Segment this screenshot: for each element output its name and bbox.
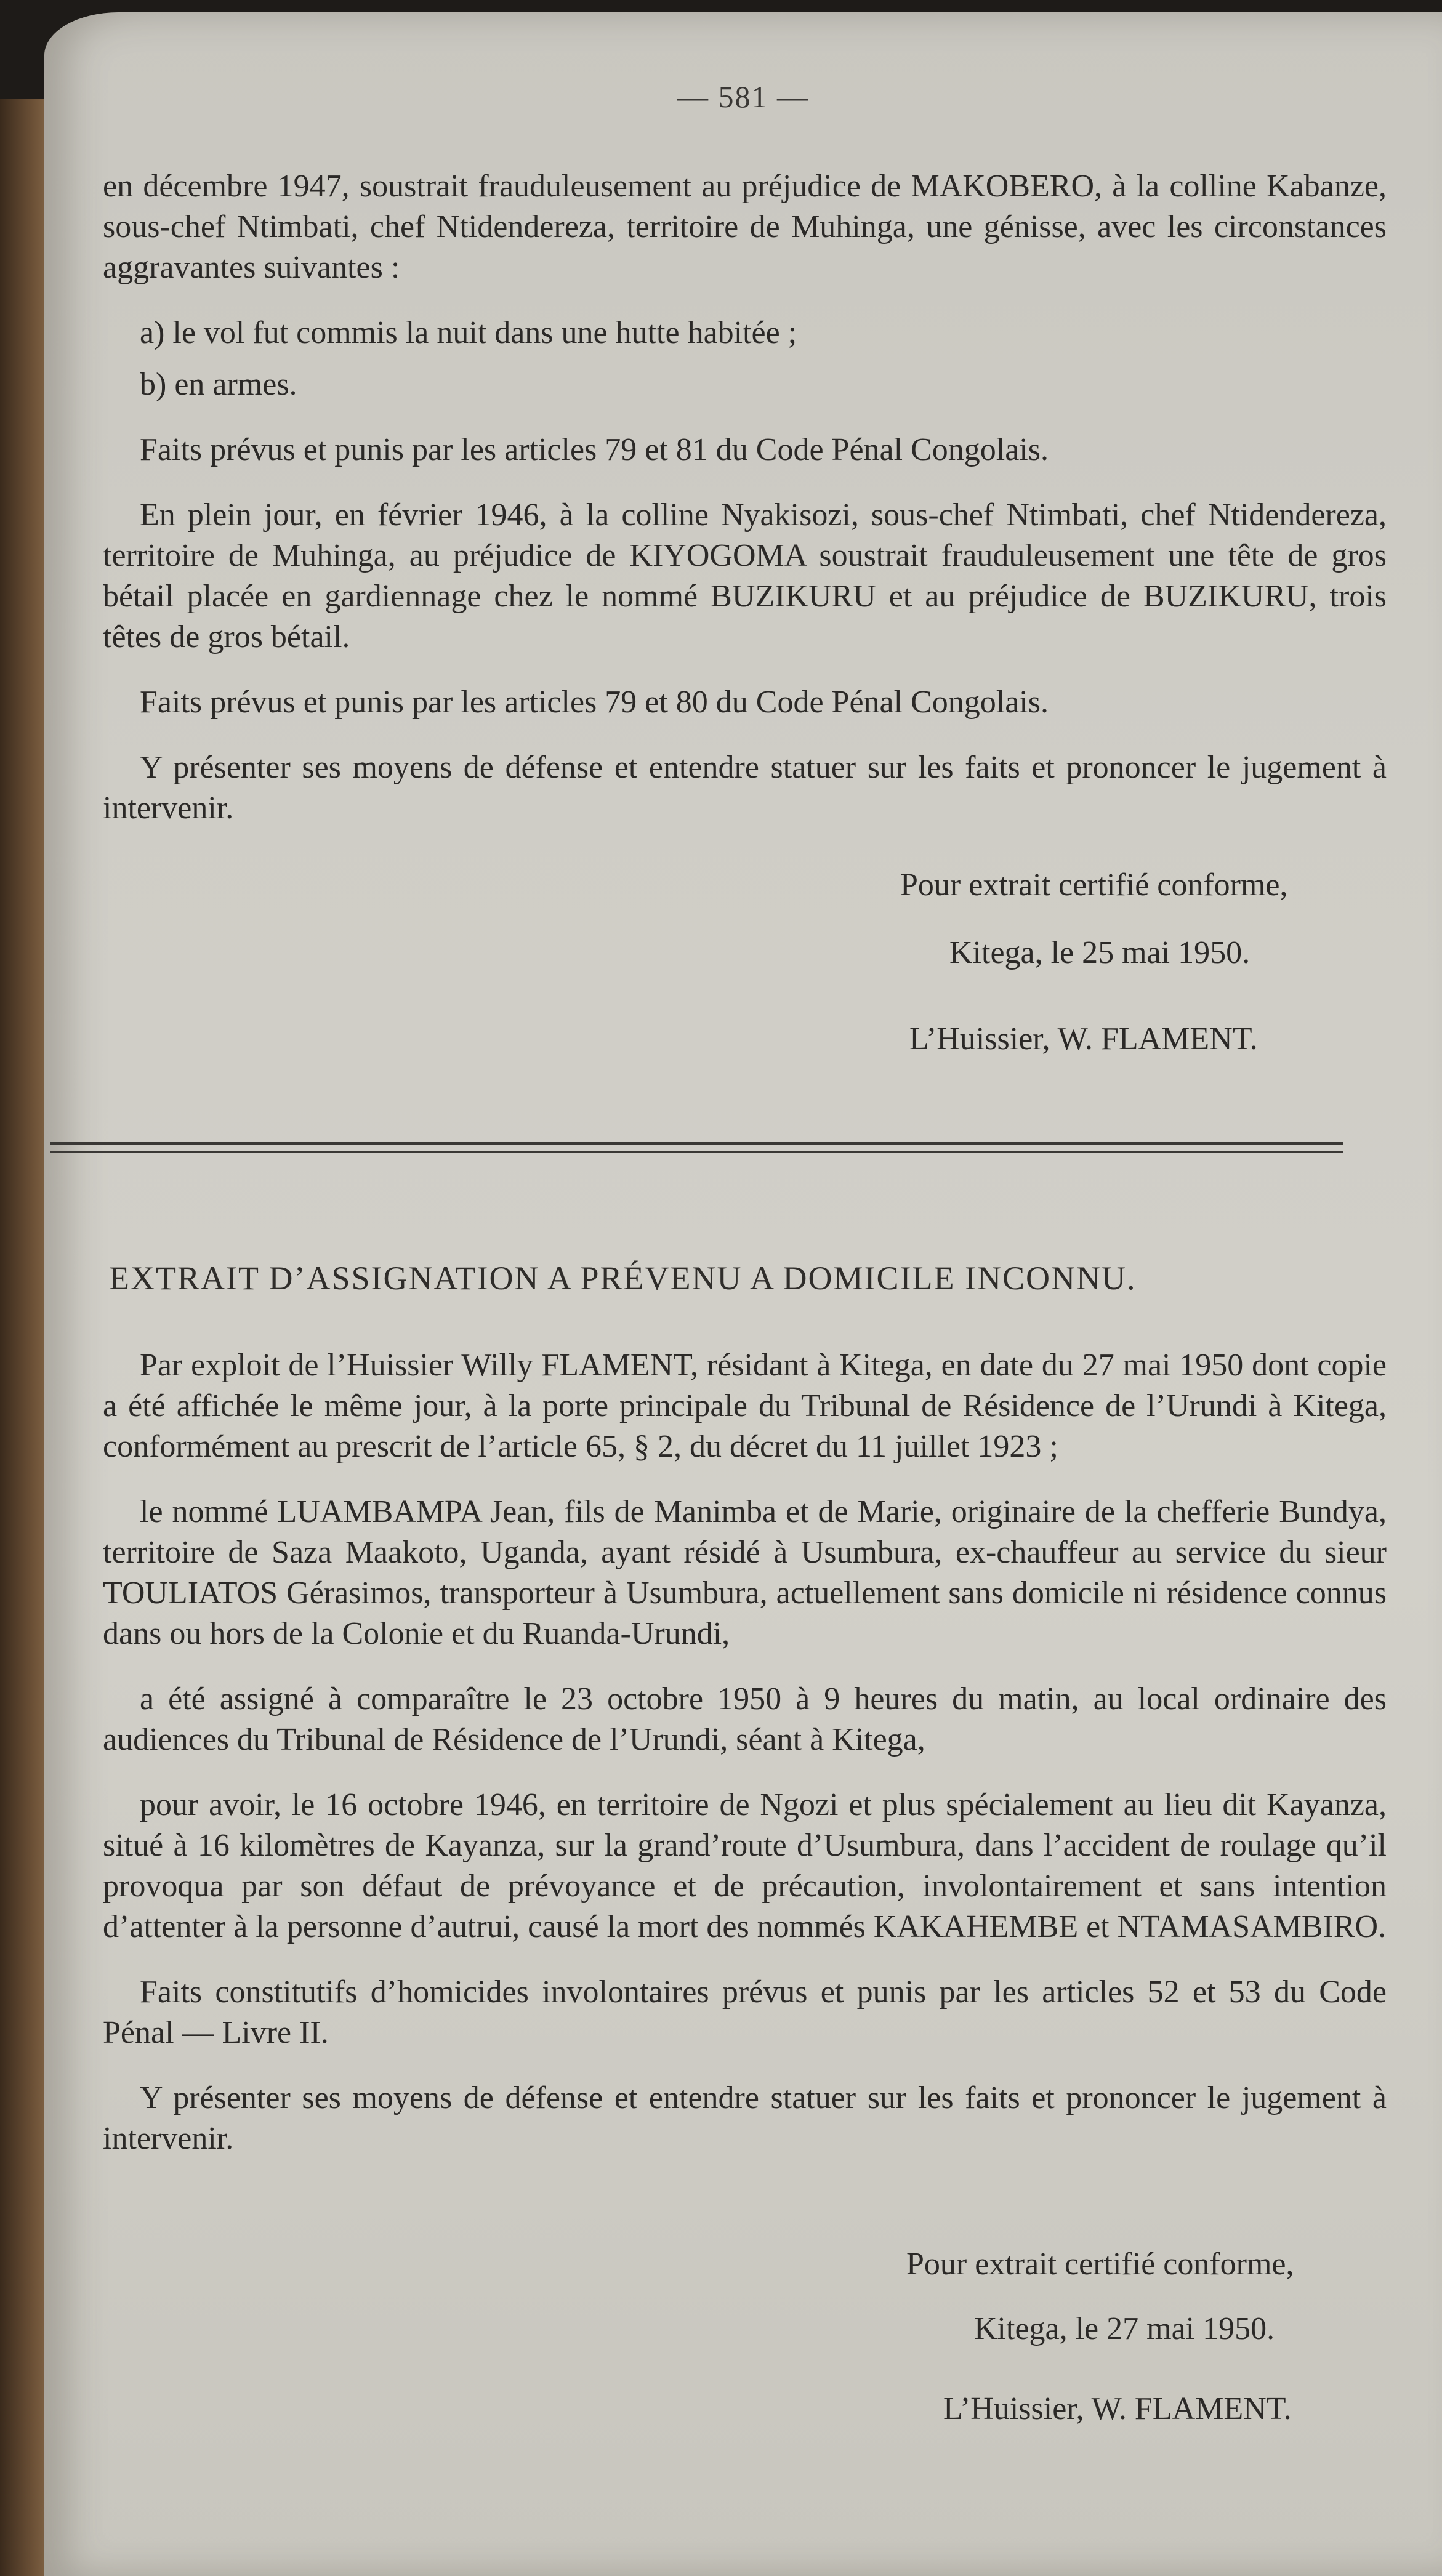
section1-signature: L’Huissier, W. FLAMENT. — [909, 1021, 1258, 1057]
section1-faits2: Faits prévus et punis par les articles 79 et 80 du Code Pénal Congolais. — [140, 685, 1049, 720]
section2-title: EXTRAIT D’ASSIGNATION A PRÉVENU A DOMICILE INCONNU. — [109, 1260, 1137, 1297]
separator-rule-bottom — [50, 1151, 1343, 1153]
page-number: — 581 — — [677, 79, 809, 114]
section2-para3: a été assigné à comparaître le 23 octobre 1950 à 9 heures du matin, au local ordinaire des audiences du Tribunal de Résidence de l’Urundi, séant à Kitega, — [103, 1681, 1387, 1757]
section2-body — [103, 1345, 1387, 2184]
section1-date: Kitega, le 25 mai 1950. — [949, 935, 1251, 970]
section1-para2: En plein jour, en février 1946, à la colline Nyakisozi, sous-chef Ntimbati, chef Ntidendereza, territoire de Muhinga, au préjudice de KIYOGOMA soustrait frauduleusement une tête de gros bétail placée en gardiennage chez le nommé BUZIKURU et au préjudice de BUZIKURU, trois têtes de gros bétail. — [103, 497, 1387, 654]
section2-certification: Pour extrait certifié conforme, — [906, 2247, 1294, 2282]
section1-faits1: Faits prévus et punis par les articles 79 et 81 du Code Pénal Congolais. — [140, 432, 1049, 467]
section1-para1: en décembre 1947, soustrait frauduleusement au préjudice de MAKOBERO, à la colline Kabanze, sous-chef Ntimbati, chef Ntidendereza, territoire de Muhinga, une génisse, avec les circonstances aggravantes suivantes : — [103, 169, 1387, 285]
section1-certification: Pour extrait certifié conforme, — [900, 867, 1288, 903]
section1-item-a: a) le vol fut commis la nuit dans une hutte habitée ; — [140, 315, 797, 350]
section2-para4: pour avoir, le 16 octobre 1946, en territoire de Ngozi et plus spécialement au lieu dit Kayanza, situé à 16 kilomètres de Kayanza, sur la grand’route d’Usumbura, dans l’accident de roulage qu’il provoqua par son défaut de prévoyance et de précaution, involontairement et sans intention d’attenter à la personne d’autrui, causé la mort des nommés KAKAHEMBE et NTAMASAMBIRO. — [103, 1787, 1387, 1944]
document-page — [44, 12, 1442, 2576]
section1-conclusion: Y présenter ses moyens de défense et entendre statuer sur les faits et prononcer le jugement à intervenir. — [103, 750, 1387, 826]
section2-signature: L’Huissier, W. FLAMENT. — [943, 2391, 1292, 2426]
section2-para2: le nommé LUAMBAMPA Jean, fils de Manimba et de Marie, originaire de la chefferie Bundya, territoire de Saza Maakoto, Uganda, ayant résidé à Usumbura, ex-chauffeur au service du sieur TOULIATOS Gérasimos, transporteur à Usumbura, actuellement sans domicile ni résidence connus dans ou hors de la Colonie et du Ruanda-Urundi, — [103, 1494, 1387, 1651]
section2-para1: Par exploit de l’Huissier Willy FLAMENT, résidant à Kitega, en date du 27 mai 1950 dont copie a été affichée le même jour, à la porte principale du Tribunal de Résidence de l’Urundi à Kitega, conformément au prescrit de l’article 65, § 2, du décret du 11 juillet 1923 ; — [103, 1348, 1387, 1464]
section1-body — [103, 166, 1387, 853]
section2-conclusion: Y présenter ses moyens de défense et entendre statuer sur les faits et prononcer le jugement à intervenir. — [103, 2080, 1387, 2156]
section1-item-b: b) en armes. — [140, 367, 297, 402]
section2-date: Kitega, le 27 mai 1950. — [974, 2311, 1275, 2346]
section2-para5: Faits constitutifs d’homicides involontaires prévus et punis par les articles 52 et 53 du Code Pénal — Livre II. — [103, 1974, 1387, 2050]
separator-rule-top — [50, 1142, 1343, 1145]
